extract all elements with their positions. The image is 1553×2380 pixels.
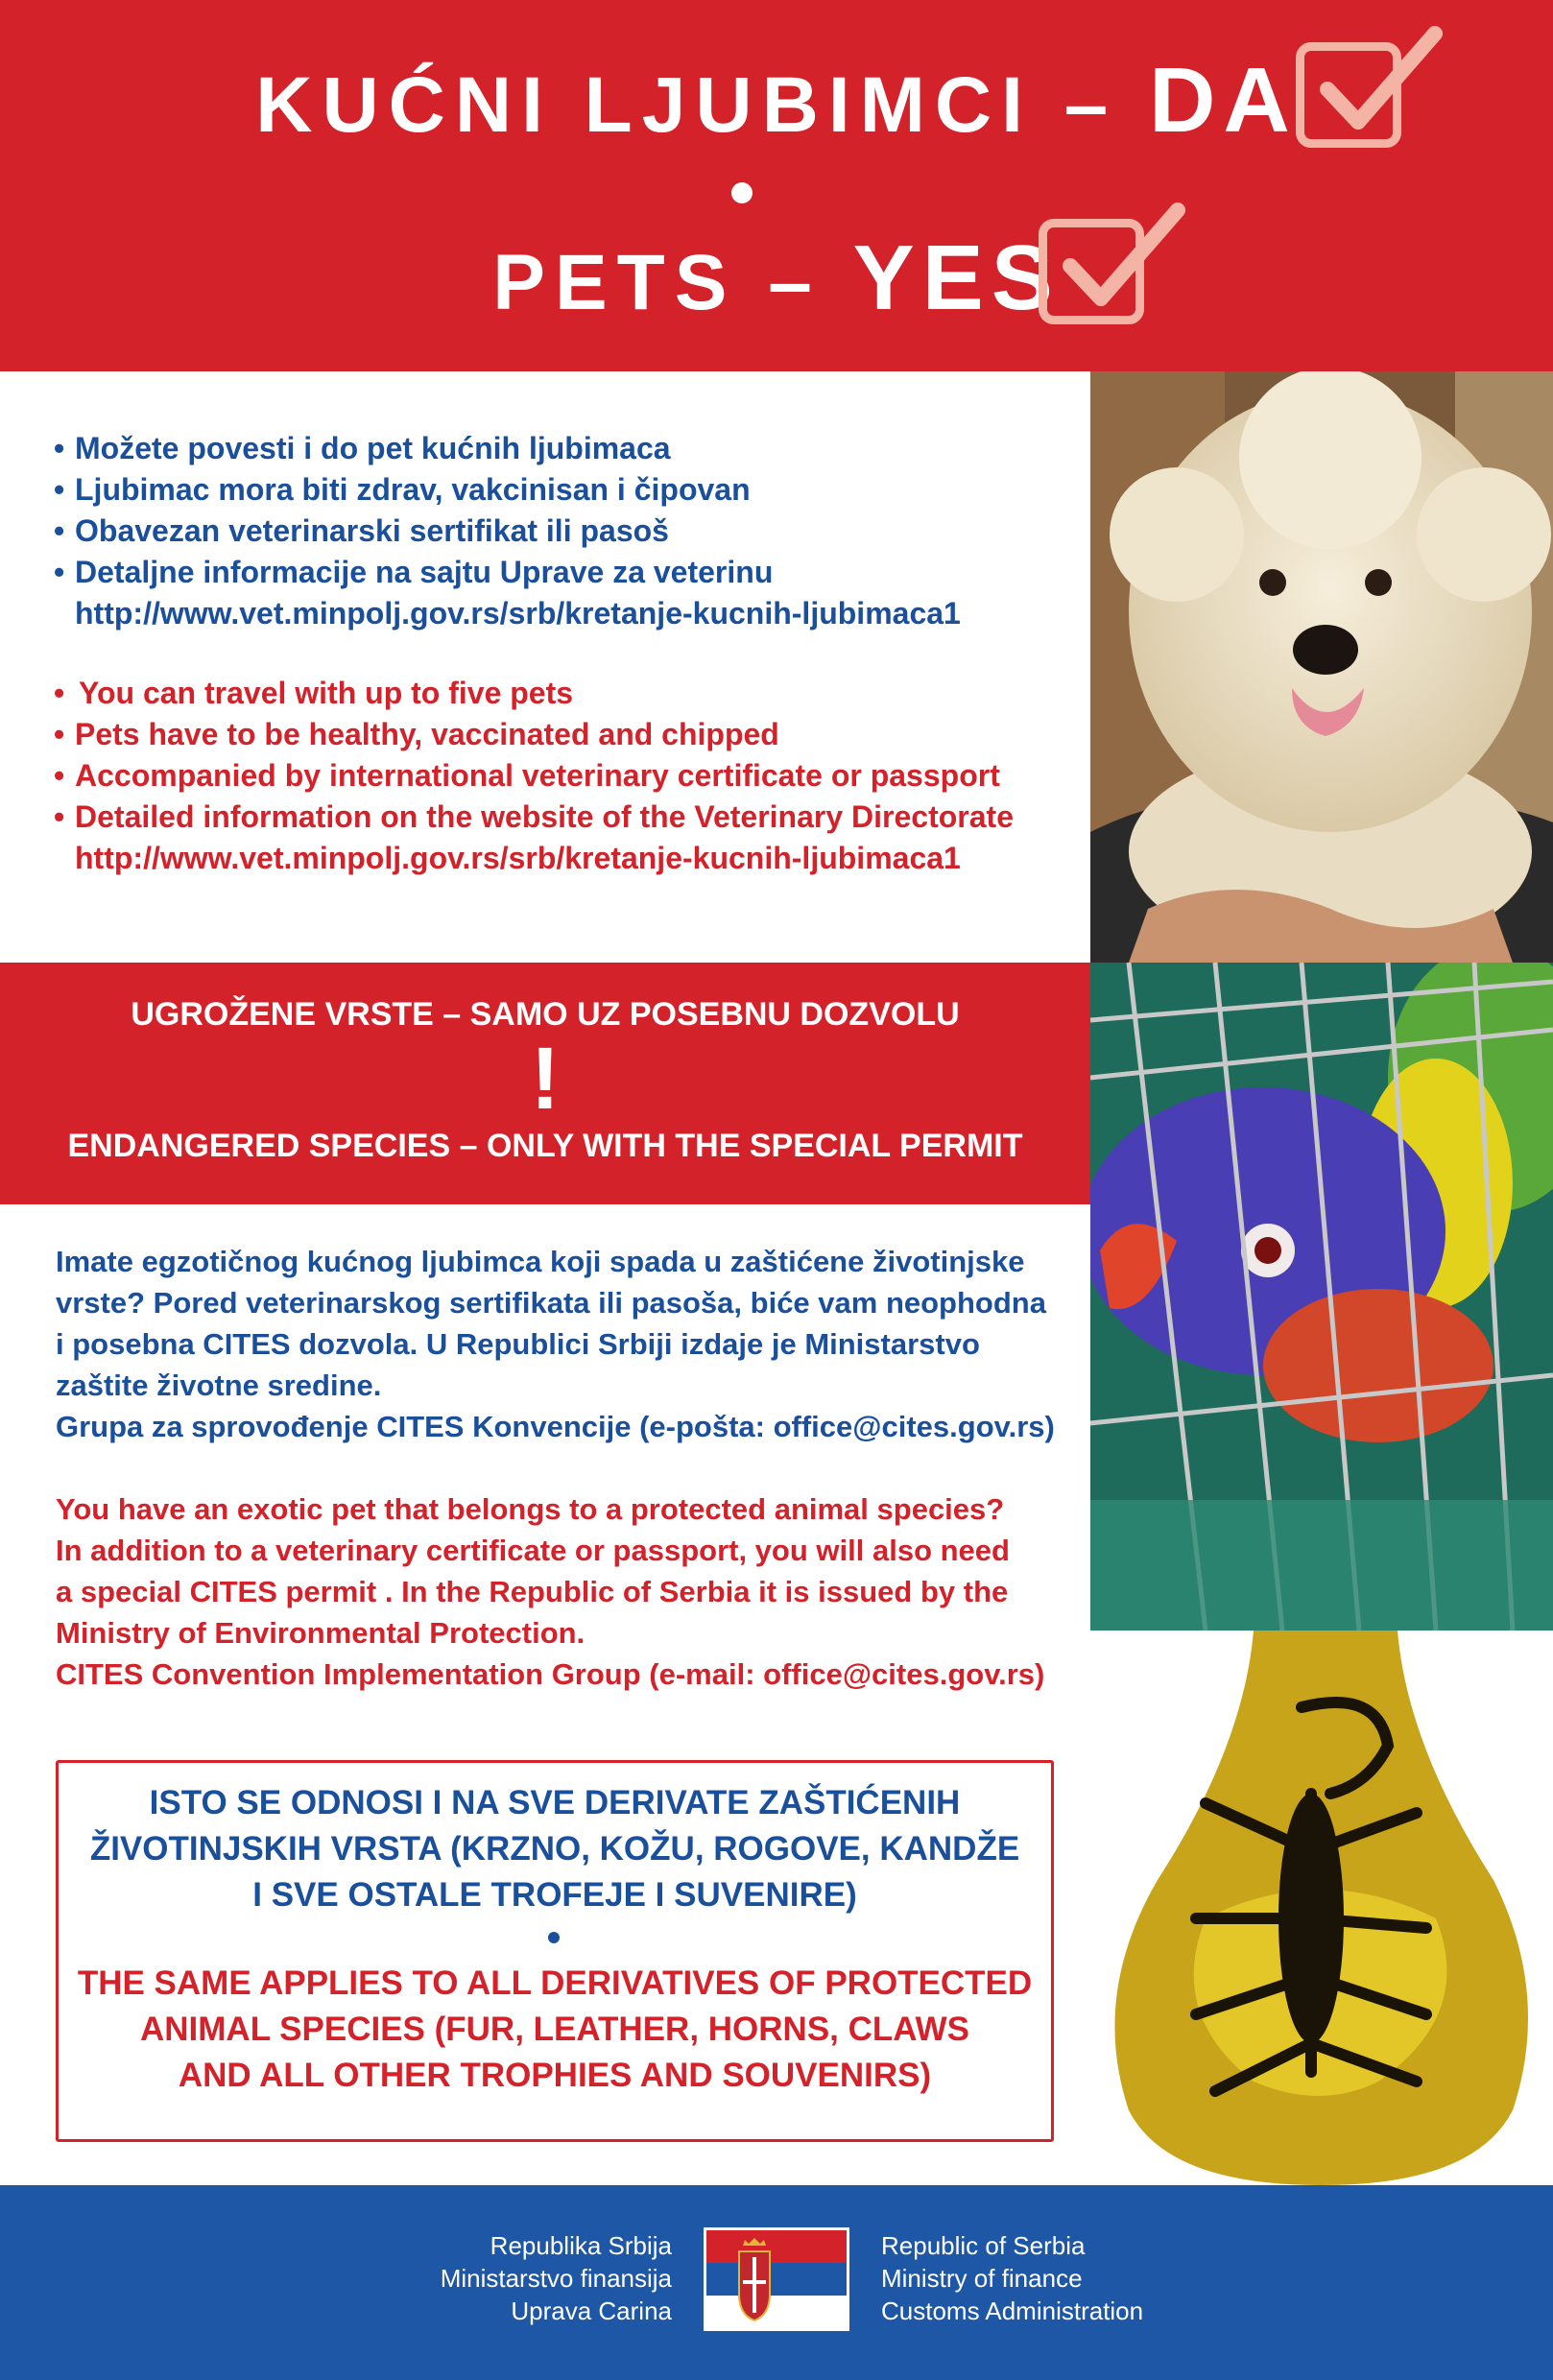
endangered-species-banner bbox=[0, 963, 1090, 1204]
list-item: • Accompanied by international veterinary certificate or passport bbox=[54, 755, 1014, 797]
notice-separator-dot bbox=[548, 1932, 560, 1943]
cites-paragraph-english: You have an exotic pet that belongs to a protected animal species? In addition to a veterinary certificate or passport, you will also need a special CITES permit . In the Republic of Serbia it is issued by the Ministry of Environmental Protection. CITES Convention Implementation Group (e-mail: office@cites.gov.rs) bbox=[56, 1492, 1045, 1691]
photo-scorpion-bottle bbox=[1090, 1630, 1553, 2185]
list-item: • Detailed information on the website of the Veterinary Directorate http://www.vet.minpolj.gov.rs/srb/kretanje-kucnih-ljubimaca1 bbox=[54, 797, 1014, 879]
footer-english: Republic of Serbia Ministry of finance Customs Administration bbox=[881, 2231, 1144, 2325]
list-item: • Možete povesti i do pet kućnih ljubimaca bbox=[54, 428, 961, 469]
banner-english: ENDANGERED SPECIES – ONLY WITH THE SPECIAL PERMIT bbox=[67, 1128, 1023, 1164]
list-item: • Pets have to be healthy, vaccinated and chipped bbox=[54, 714, 1014, 755]
list-item: • Detaljne informacije na sajtu Uprave za veterinu http://www.vet.minpolj.gov.rs/srb/kretanje-kucnih-ljubimaca1 bbox=[54, 552, 961, 634]
list-item: • You can travel with up to five pets bbox=[54, 673, 1014, 714]
cites-paragraph-serbian: Imate egzotičnog kućnog ljubimca koji spada u zaštićene životinjske vrste? Pored veterinarskog sertifikata ili pasoša, biće vam neophodna i posebna CITES dozvola. U Republici Srbiji izdaje je Ministarstvo zaštite životne sredine. Grupa za sprovođenje CITES Konvencije (e-pošta: office@cites.gov.rs) bbox=[56, 1245, 1055, 1443]
header-banner bbox=[0, 0, 1553, 371]
veterinary-url-link[interactable]: http://www.vet.minpolj.gov.rs/srb/kretanje-kucnih-ljubimaca1 bbox=[75, 841, 961, 875]
title-english: PETS – YES bbox=[492, 226, 1061, 329]
exclamation-icon: ! bbox=[530, 1030, 561, 1128]
title-serbian: KUĆNI LJUBIMCI – DA bbox=[255, 49, 1298, 152]
footer-banner bbox=[0, 2185, 1553, 2380]
title-separator-dot bbox=[731, 182, 753, 203]
pets-info-serbian bbox=[54, 428, 961, 634]
serbian-flag-coat-of-arms bbox=[704, 2227, 849, 2331]
footer-serbian: Republika Srbija Ministarstvo finansija Uprava Carina bbox=[440, 2231, 672, 2325]
photo-poodle-dog bbox=[1090, 371, 1553, 963]
derivatives-notice-box: ISTO SE ODNOSI I NA SVE DERIVATE ZAŠTIĆENIH ŽIVOTINJSKIH VRSTA (KRZNO, KOŽU, ROGOVE, KANDŽE I SVE OSTALE TROFEJE I SUVENIRE) THE SAME APPLIES TO ALL DERIVATIVES OF PROTECTED ANIMAL SPECIES (FUR, LEATHER, HORNS, CLAWS AND ALL OTHER TROPHIES AND SOUVENIRS) bbox=[56, 1760, 1054, 2142]
list-item: • Ljubimac mora biti zdrav, vakcinisan i čipovan bbox=[54, 469, 961, 511]
list-item: • Obavezan veterinarski sertifikat ili pasoš bbox=[54, 511, 961, 552]
pets-info-english bbox=[54, 673, 1014, 879]
photo-lorikeet-parrot bbox=[1090, 963, 1553, 1630]
checkbox-checked-icon bbox=[1296, 42, 1401, 148]
checkbox-checked-icon bbox=[1039, 219, 1144, 324]
veterinary-url-link[interactable]: http://www.vet.minpolj.gov.rs/srb/kretanje-kucnih-ljubimaca1 bbox=[75, 596, 961, 631]
banner-serbian: UGROŽENE VRSTE – SAMO UZ POSEBNU DOZVOLU bbox=[131, 996, 960, 1033]
